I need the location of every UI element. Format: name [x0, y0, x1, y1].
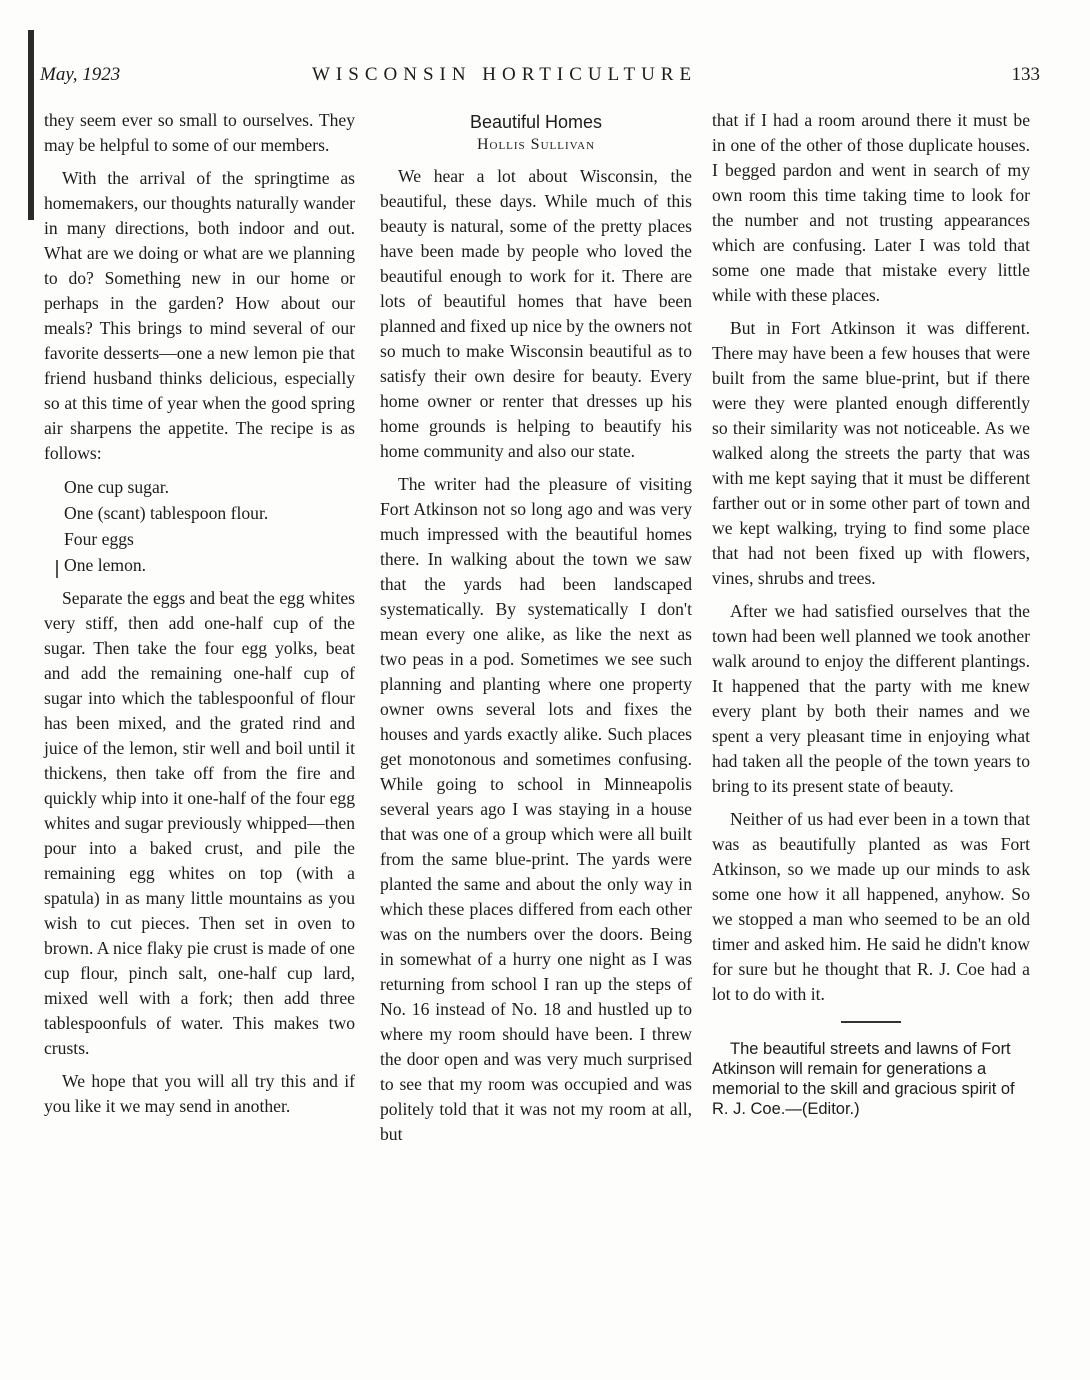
column-3 [712, 108, 1030, 1348]
paragraph: they seem ever so small to ourselves. They may be helpful to some of our members. [44, 110, 355, 155]
journal-title: WISCONSIN HORTICULTURE [312, 64, 698, 85]
column-2 [380, 108, 692, 1348]
recipe-ingredient: One cup sugar. [64, 477, 170, 497]
page-edge-mark [28, 30, 34, 220]
paragraph: We hope that you will all try this and if you like it we may send in another. [44, 1071, 355, 1116]
recipe-list [44, 474, 355, 578]
paragraph: But in Fort Atkinson it was different. There may have been a few houses that were built from the same blue-print, but if there were they were planted enough differently so their similarity was not noticeable. As we walked along the streets the party that was with me kept saying that it must be different farther out or in some other part of town and we kept walking, trying to find some place that had not been fixed up with flowers, vines, shrubs and trees. [712, 318, 1030, 588]
column-1 [44, 108, 355, 1348]
paragraph: Separate the eggs and beat the egg whites very stiff, then add one-half cup of the sugar. Then take the four egg yolks, beat and add the remaining one-half cup of sugar into which the tablespoonful of flour has been mixed, and the grated rind and juice of the lemon, stir well and boil until it thickens, then take off from the fire and quickly whip into it one-half of the four egg whites and sugar previously whipped—then pour into a baked crust, and pile the remaining egg whites on top (with a spatula) in as many little mountains as you wish to cut pieces. Then set in oven to brown. A nice flaky pie crust is made of one cup flour, pinch salt, one-half cup lard, mixed well with a fork; then add three tablespoonfuls of water. This makes two crusts. [44, 588, 355, 1058]
paragraph: Neither of us had ever been in a town that was as beautifully planted as was Fort Atkinson, so we made up our minds to ask some one how it all happened, anyhow. So we stopped a man who seemed to be an old timer and asked him. He said he didn't know for sure but he thought that R. J. Coe had a lot to do with it. [712, 809, 1030, 1004]
issue-date: May, 1923 [40, 64, 121, 85]
recipe-ingredient: One lemon. [64, 555, 147, 575]
editor-note: The beautiful streets and lawns of Fort Atkinson will remain for generations a memorial to the skill and gracious spirit of R. J. Coe.—(Editor.) [712, 1040, 1015, 1118]
recipe-ingredient: Four eggs [64, 529, 134, 549]
running-header [40, 64, 1040, 94]
paragraph: After we had satisfied ourselves that the town had been well planned we took another walk around to enjoy the different plantings. It happened that the party with me knew every plant by both their names and we spent a very pleasant time in enjoying what had taken all the people of the town years to bring to its present state of beauty. [712, 601, 1030, 796]
paragraph: that if I had a room around there it must be in one of the other of those duplicate houses. I begged pardon and went in search of my own room this time taking time to look for the number and not trusting appearances which are confusing. Later I was told that some one made that mistake every little while with these places. [712, 110, 1030, 305]
page-number: 133 [1011, 64, 1040, 85]
paragraph: With the arrival of the springtime as homemakers, our thoughts naturally wander in many directions, both indoor and out. What are we doing or what are we planning to do? Something new in our home or perhaps in the garden? How about our meals? This brings to mind several of our favorite desserts—one a new lemon pie that friend husband thinks delicious, especially so at this time of year when the good spring air sharpens the appetite. The recipe is as follows: [44, 168, 355, 463]
paragraph: The writer had the pleasure of visiting Fort Atkinson not so long ago and was very much impressed with the beautiful homes there. In walking about the town we saw that the yards had been landscaped systematically. By systematically I don't mean every one alike, as like the next as two peas in a pod. Sometimes we see such planning and planting where one property owner owns several lots and fixes the houses and yards exactly alike. Such places get monotonous and sometimes confusing. While going to school in Minneapolis several years ago I was staying in a house that was one of a group which were all built from the same blue-print. The yards were planted the same and about the only way in which these places differed from each other was on the numbers over the doors. Being in somewhat of a hurry one night as I was returning from school I ran up the steps of No. 16 instead of No. 18 and hustled up to where my room should have been. I threw the door open and was very much surprised to see that my room was occupied and was politely told that it was not my room at all, but [380, 474, 692, 1144]
article-byline: Hollis Sullivan [476, 136, 596, 153]
divider [841, 1021, 901, 1023]
paragraph: We hear a lot about Wisconsin, the beautiful, these days. While much of this beauty is natural, some of the pretty places have been made by people who loved the beautiful enough to work for it. There are lots of beautiful homes that have been planned and fixed up nice by the owners not so much to make Wisconsin beautiful as to satisfy their own desire for beauty. Every home owner or renter that dresses up his home grounds is helping to beautify his home community and also our state. [380, 166, 692, 461]
recipe-ingredient: One (scant) tablespoon flour. [64, 503, 269, 523]
article-title: Beautiful Homes [469, 112, 603, 132]
